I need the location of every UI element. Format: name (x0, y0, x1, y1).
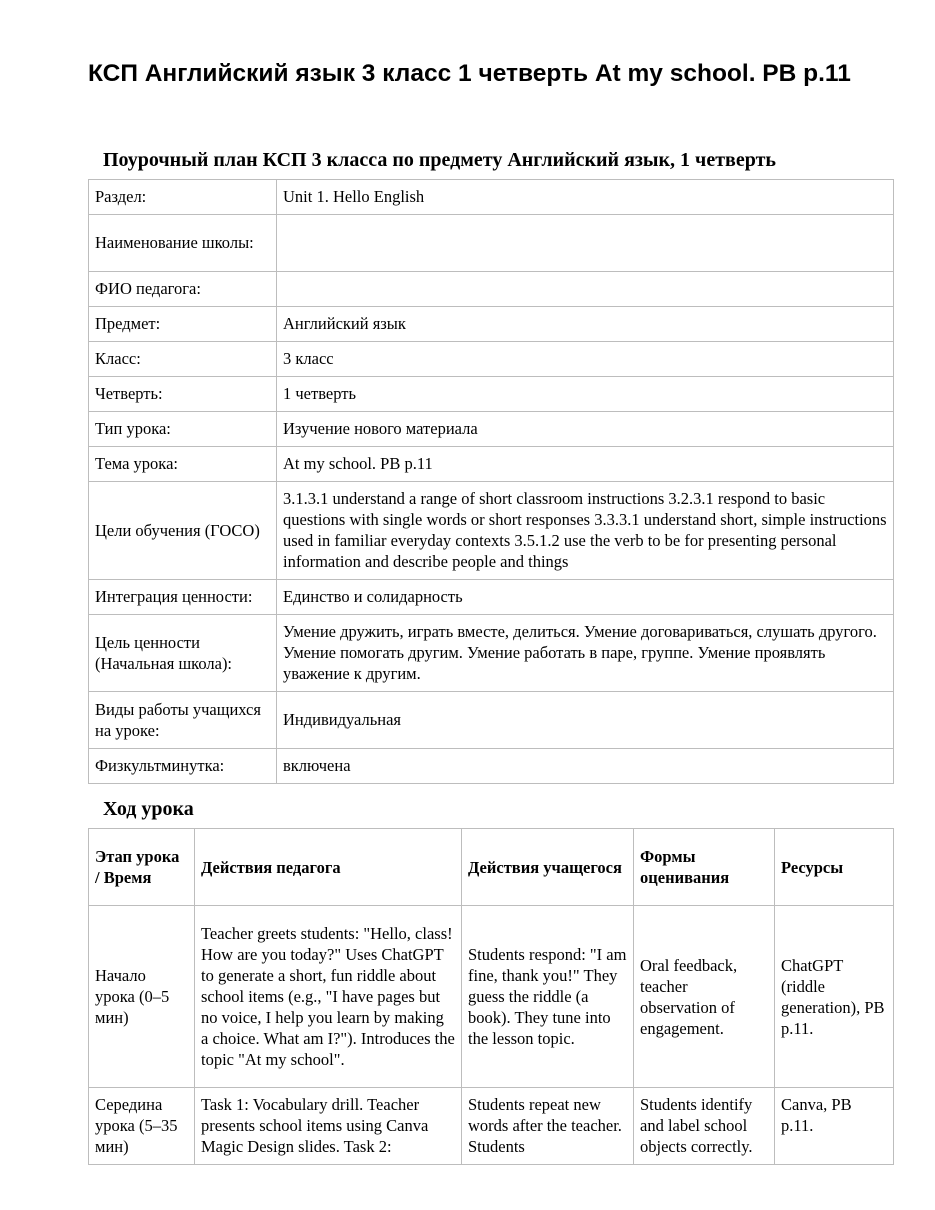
row-value: Английский язык (277, 307, 894, 342)
table-row (89, 215, 894, 272)
document-page (88, 58, 893, 1156)
row-label: Виды работы учащихся на уроке: (89, 692, 277, 749)
column-header: Этап урока / Время (89, 829, 195, 906)
lesson-flow-heading: Ход урока (103, 798, 194, 820)
column-header: Действия педагога (195, 829, 462, 906)
cell-assessment: Students identify and label school objects correctly. (634, 1088, 775, 1165)
table-row (89, 307, 894, 342)
row-value: 3 класс (277, 342, 894, 377)
row-value: Unit 1. Hello English (277, 180, 894, 215)
row-value: 3.1.3.1 understand a range of short classroom instructions 3.2.3.1 respond to basic questions with single words or short responses 3.3.3.1 understand short, simple instructions used in familiar everyday contexts 3.5.1.2 use the verb to be for presenting personal information and describe people and things (277, 482, 894, 580)
plan-heading: Поурочный план КСП 3 класса по предмету Английский язык, 1 четверть (103, 149, 776, 171)
cell-students: Students respond: "I am fine, thank you!" They guess the riddle (a book). They tune into the lesson topic. (462, 906, 634, 1088)
row-label: Интеграция ценности: (89, 580, 277, 615)
row-label: Тема урока: (89, 447, 277, 482)
cell-students: Students repeat new words after the teacher. Students (462, 1088, 634, 1165)
row-value: 1 четверть (277, 377, 894, 412)
table-row (89, 412, 894, 447)
cell-teacher: Task 1: Vocabulary drill. Teacher presents school items using Canva Magic Design slides. Task 2: (195, 1088, 462, 1165)
lesson-plan-table (88, 179, 894, 784)
cell-resources: Canva, PB p.11. (775, 1088, 894, 1165)
table-row (89, 482, 894, 580)
cell-stage: Середина урока (5–35 мин) (89, 1088, 195, 1165)
table-row (89, 692, 894, 749)
table-row (89, 272, 894, 307)
cell-stage: Начало урока (0–5 мин) (89, 906, 195, 1088)
table-row (89, 447, 894, 482)
row-label: ФИО педагога: (89, 272, 277, 307)
table-row (89, 749, 894, 784)
row-label: Четверть: (89, 377, 277, 412)
row-label: Тип урока: (89, 412, 277, 447)
cell-resources: ChatGPT (riddle generation), PB p.11. (775, 906, 894, 1088)
column-header: Формы оценивания (634, 829, 775, 906)
row-value (277, 215, 894, 272)
row-value: включена (277, 749, 894, 784)
row-value: Индивидуальная (277, 692, 894, 749)
table-header-row (89, 829, 894, 906)
row-label: Раздел: (89, 180, 277, 215)
row-label: Класс: (89, 342, 277, 377)
row-value: Единство и солидарность (277, 580, 894, 615)
table-row (89, 906, 894, 1088)
row-value (277, 272, 894, 307)
cell-teacher: Teacher greets students: "Hello, class! How are you today?" Uses ChatGPT to generate a short, fun riddle about school items (e.g., "I have pages but no voice, I help you learn by making a choice. What am I?"). Introduces the topic "At my school". (195, 906, 462, 1088)
row-value: Умение дружить, играть вместе, делиться. Умение договариваться, слушать другого. Умение помогать другим. Умение работать в паре, группе. Умение проявлять уважение к другим. (277, 615, 894, 692)
table-row (89, 377, 894, 412)
column-header: Ресурсы (775, 829, 894, 906)
lesson-flow-table (88, 828, 894, 1165)
row-value: Изучение нового материала (277, 412, 894, 447)
row-label: Цели обучения (ГОСО) (89, 482, 277, 580)
table-row (89, 615, 894, 692)
page-title: КСП Английский язык 3 класс 1 четверть At my school. PB p.11 (88, 60, 851, 87)
row-label: Цель ценности (Начальная школа): (89, 615, 277, 692)
row-value: At my school. PB p.11 (277, 447, 894, 482)
row-label: Наименование школы: (89, 215, 277, 272)
table-row (89, 342, 894, 377)
table-row (89, 1088, 894, 1165)
column-header: Действия учащегося (462, 829, 634, 906)
cell-assessment: Oral feedback, teacher observation of engagement. (634, 906, 775, 1088)
table-row (89, 580, 894, 615)
table-row (89, 180, 894, 215)
row-label: Предмет: (89, 307, 277, 342)
row-label: Физкультминутка: (89, 749, 277, 784)
